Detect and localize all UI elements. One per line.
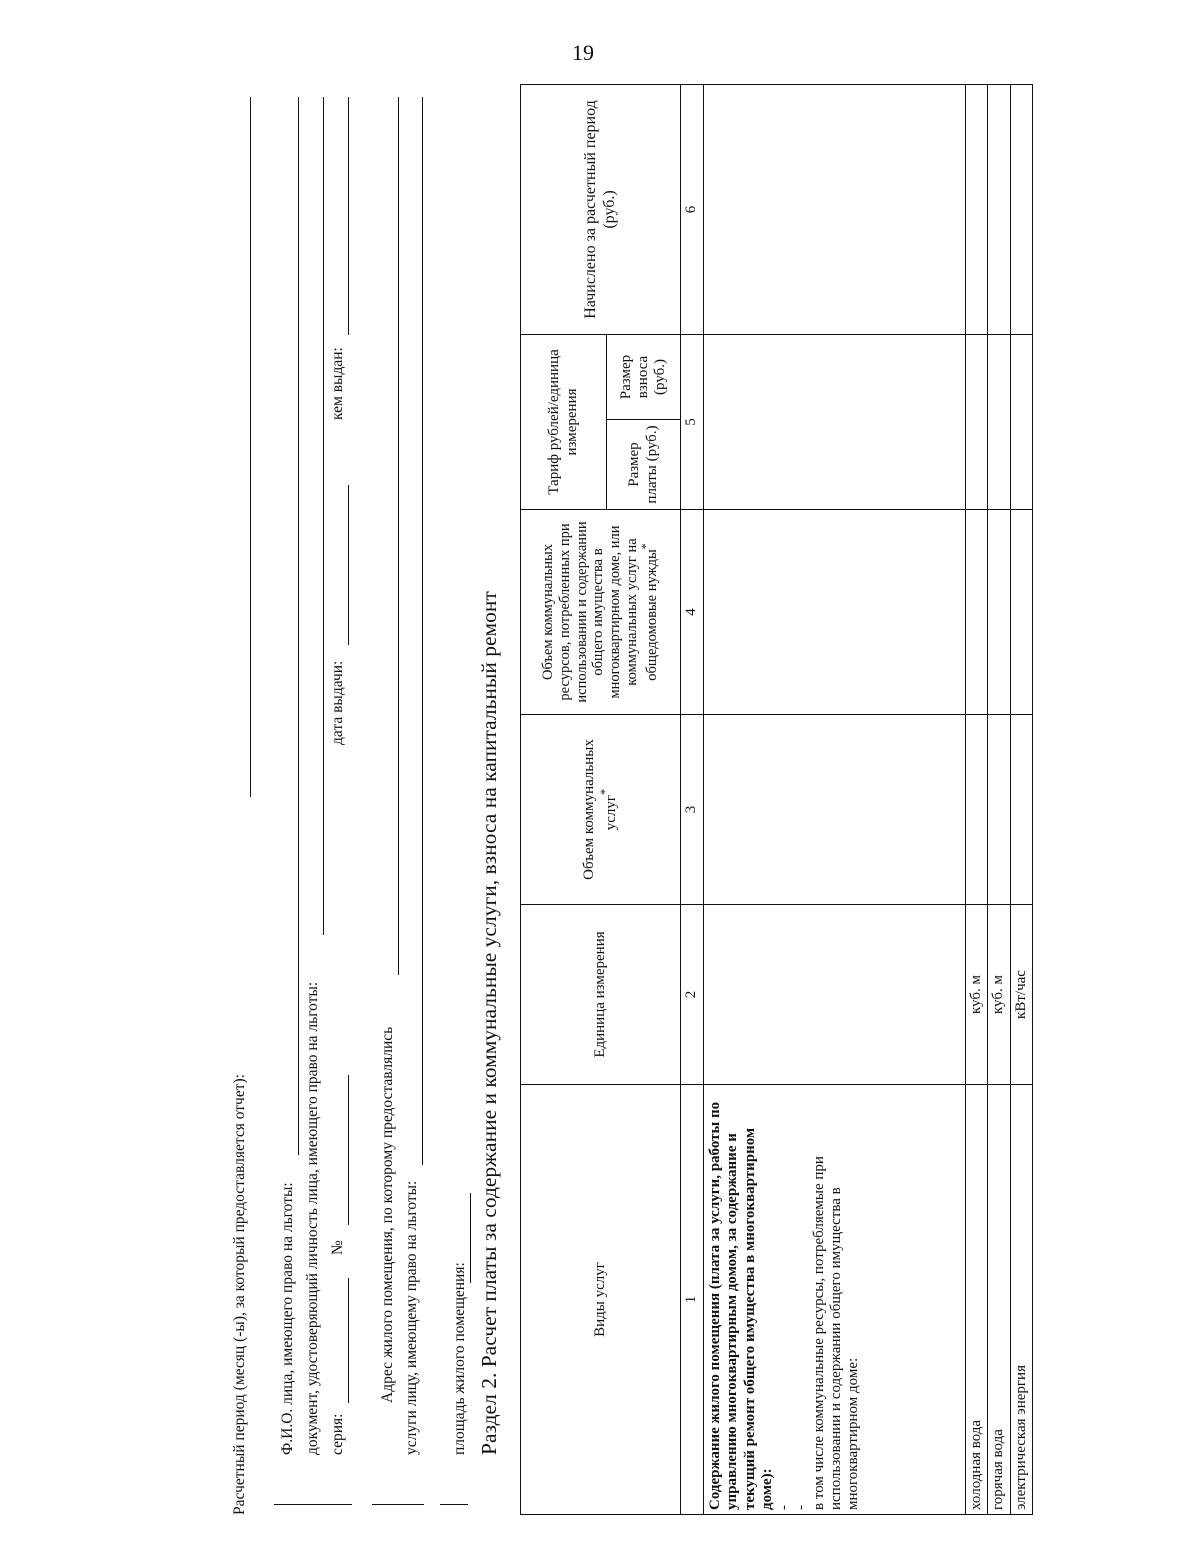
number-label: № bbox=[329, 1240, 346, 1255]
page-number: 19 bbox=[572, 40, 594, 65]
column-number: 6 bbox=[681, 84, 704, 334]
empty-cell bbox=[1010, 334, 1032, 509]
document-fill-line bbox=[323, 97, 324, 935]
header-tariff: Тариф рублей/единица измерения bbox=[521, 334, 607, 509]
resource-name: холодная вода bbox=[966, 1085, 988, 1515]
fio-bracket bbox=[274, 1504, 352, 1505]
empty-cell bbox=[966, 510, 988, 715]
issued-by-label: кем выдан: bbox=[329, 347, 346, 420]
empty-cell bbox=[1010, 715, 1032, 905]
header-services: Виды услуг bbox=[521, 1085, 681, 1515]
empty-cell bbox=[704, 715, 966, 905]
resource-row bbox=[966, 84, 988, 1514]
area-label: площадь жилого помещения: bbox=[451, 1262, 468, 1455]
fio-label: Ф.И.О. лица, имеющего право на льготы: bbox=[279, 1182, 296, 1455]
resource-unit: кВт/час bbox=[1010, 905, 1032, 1085]
rotated-form bbox=[230, 85, 1070, 1515]
resource-row bbox=[988, 84, 1010, 1514]
header-volume-text: Объем коммунальных услуг bbox=[580, 739, 619, 880]
empty-cell bbox=[988, 715, 1010, 905]
period-label: Расчетный период (месяц (-ы), за который предоставляется отчет): bbox=[231, 1074, 248, 1515]
maintenance-including: в том числе коммунальные ресурсы, потребляемые при использовании и содержании общего имущества в многоквартирном доме: bbox=[810, 1156, 861, 1510]
column-numbers-row bbox=[681, 84, 704, 1514]
column-number: 1 bbox=[681, 1085, 704, 1515]
empty-cell bbox=[704, 84, 966, 334]
number-fill-line bbox=[348, 1075, 349, 1225]
header-fee-size: Размер платы (руб.) bbox=[607, 420, 681, 510]
maintenance-row bbox=[704, 84, 966, 1514]
header-common-volume bbox=[521, 510, 681, 715]
address-bracket bbox=[372, 1504, 424, 1505]
area-bracket bbox=[440, 1504, 468, 1505]
resource-unit: куб. м bbox=[966, 905, 988, 1085]
issue-date-fill-line bbox=[348, 485, 349, 645]
maintenance-dash: - bbox=[793, 1505, 810, 1510]
fio-fill-line bbox=[298, 97, 299, 1155]
section-title: Раздел 2. Расчет платы за содержание и коммунальные услуги, взноса на капитальный ремонт bbox=[477, 591, 501, 1455]
column-number: 2 bbox=[681, 905, 704, 1085]
header-contribution-size: Размер взноса (руб.) bbox=[607, 334, 681, 419]
header-unit: Единица измерения bbox=[521, 905, 681, 1085]
maintenance-dash: - bbox=[776, 1505, 792, 1510]
resource-name: электрическая энергия bbox=[1010, 1085, 1032, 1515]
empty-cell bbox=[704, 510, 966, 715]
services-table bbox=[520, 84, 1033, 1515]
address-fill-line1 bbox=[398, 97, 399, 975]
period-fill-line bbox=[250, 97, 251, 797]
empty-cell bbox=[966, 84, 988, 334]
maintenance-cell bbox=[704, 1085, 966, 1515]
header-common-volume-mark: * bbox=[639, 543, 654, 550]
address-fill-line2 bbox=[422, 97, 423, 1165]
empty-cell bbox=[1010, 510, 1032, 715]
series-label: серия: bbox=[329, 1413, 346, 1455]
resource-row bbox=[1010, 84, 1032, 1514]
series-fill-line bbox=[348, 1278, 349, 1403]
column-number: 4 bbox=[681, 510, 704, 715]
header-accrued: Начислено за расчетный период (руб.) bbox=[521, 84, 681, 334]
issued-by-fill-line bbox=[348, 97, 349, 335]
maintenance-title: Содержание жилого помещения (плата за услуги, работы по управлению многоквартирным домом, за содержание и текущий ремонт общего имущества в многоквартирном доме): bbox=[707, 1101, 775, 1510]
document-label: документ, удостоверяющий личность лица, имеющего право на льготы: bbox=[304, 981, 321, 1455]
empty-cell bbox=[988, 334, 1010, 509]
empty-cell bbox=[988, 84, 1010, 334]
area-fill-line bbox=[470, 1193, 471, 1283]
header-volume bbox=[521, 715, 681, 905]
empty-cell bbox=[988, 510, 1010, 715]
column-number: 3 bbox=[681, 715, 704, 905]
empty-cell bbox=[704, 334, 966, 509]
address-label-line1: Адрес жилого помещения, по которому предоставлялись bbox=[379, 1026, 396, 1403]
empty-cell bbox=[1010, 84, 1032, 334]
column-number: 5 bbox=[681, 334, 704, 509]
resource-unit: куб. м bbox=[988, 905, 1010, 1085]
address-label-line2: услуги лицу, имеющему право на льготы: bbox=[403, 1180, 420, 1455]
issue-date-label: дата выдачи: bbox=[329, 660, 346, 745]
header-common-volume-text: Объем коммунальных ресурсов, потребленных при использовании и содержании общего имущества в многоквартирном доме, или коммунальных услуг на общедомовые нужды bbox=[540, 521, 661, 703]
header-volume-mark: * bbox=[598, 788, 612, 795]
resource-name: горячая вода bbox=[988, 1085, 1010, 1515]
empty-cell bbox=[966, 715, 988, 905]
empty-cell bbox=[966, 334, 988, 509]
empty-cell bbox=[704, 905, 966, 1085]
